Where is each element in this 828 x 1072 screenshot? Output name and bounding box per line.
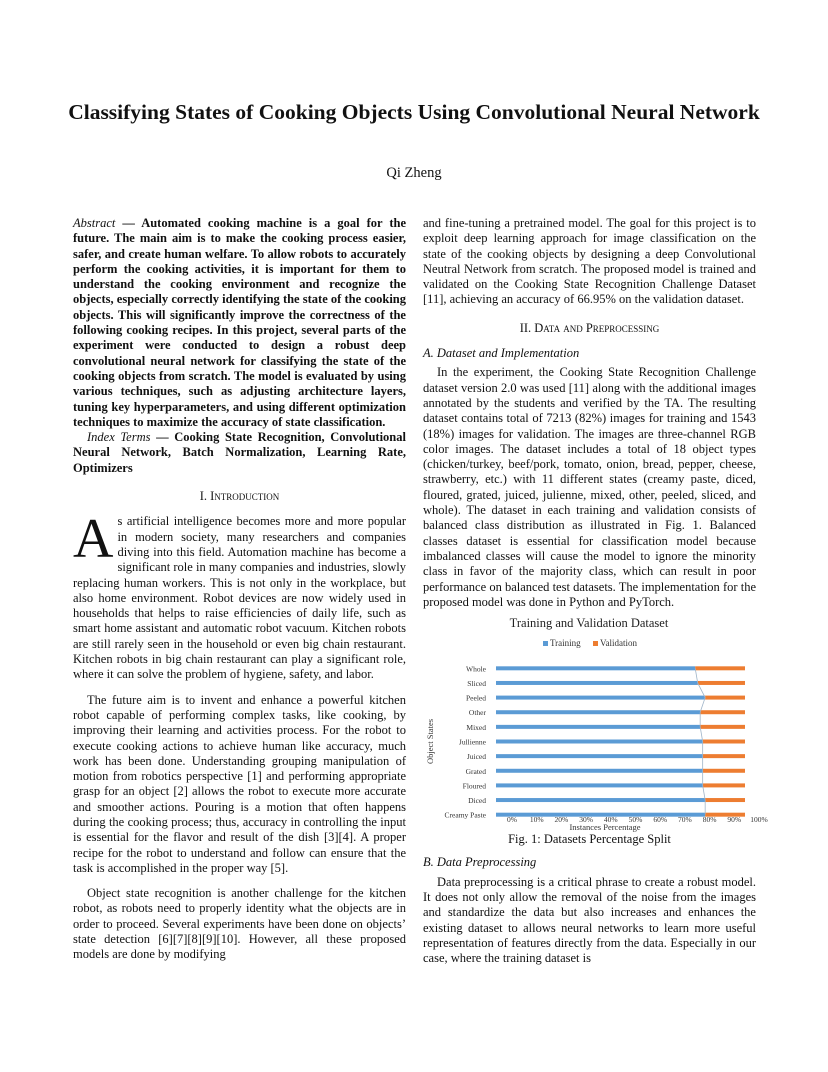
bar-validation [703,784,745,788]
x-tick-label: 10% [529,815,544,825]
drop-cap: A [73,508,114,571]
x-tick-label: 80% [702,815,717,825]
y-tick-label: Other [468,708,486,718]
index-terms-label: Index Terms [87,430,151,445]
y-tick-label: Peeled [466,693,486,703]
figure-caption: Fig. 1: Datasets Percentage Split [508,832,671,847]
legend-swatch-training [543,641,548,646]
index-terms-text: — Cooking State Recognition, Convolutional Neural Network, Batch Normalization, Learning Rate, Optimizers [73,430,406,475]
bar-training [496,666,695,670]
bar-validation [700,725,745,729]
section-number: II. [519,320,532,335]
abstract-text: — Automated cooking machine is a goal for the future. The main aim is to make the cooking process easier, safer, and create human welfare. To allow robots to accurately perform the cooking activities, it is important for them to understand the cooking environment and recognize the objects, especially correctly identifying the state of the cooking objects. This will significantly improve the correctness of the following cooking recipes. In this project, several parts of the experiment were conducted to design a robust deep convolutional neural network for classifying the state of the cooking objects from scratch. The model is evaluated by using various techniques, such as adjusting architecture layers, tuning key hyperparameters, and using different optimization techniques to maximize the accuracy of state classification. [73,216,406,429]
abstract [73,216,406,430]
y-tick-label: Juiced [466,752,486,762]
section-title: Data and Preprocessing [534,320,660,335]
bar-validation [703,769,745,773]
paper-title: Classifying States of Cooking Objects Using Convolutional Neural Network [68,100,760,124]
bar-validation [698,681,745,685]
x-tick-label: 60% [653,815,668,825]
section-heading-data [423,321,756,336]
y-tick-label: Creamy Paste [444,810,486,820]
y-tick-label: Grated [465,766,486,776]
bar-validation [705,696,745,700]
bar-validation [705,798,745,802]
bar-validation [703,754,745,758]
dataset-split-chart [423,615,768,833]
x-tick-label: 50% [628,815,643,825]
intro-paragraph-3: Object state recognition is another challenge for the kitchen robot, as robots need to properly identity what the objects are in order to proceed. Several experiments have been done on objects’ state detection [6][7][8][9][10]. However, all these proposed models are done by modifying [73,886,406,962]
bar-training [496,696,705,700]
chart-title: Training and Validation Dataset [509,616,669,631]
y-tick-label: Diced [468,796,486,806]
right-column [423,216,768,967]
bar-training [496,725,700,729]
y-tick-label: Jullienne [458,737,486,747]
x-tick-label: 70% [678,815,692,825]
x-tick-label: 30% [579,815,593,825]
left-column [73,216,406,963]
bar-training [496,813,705,817]
bar-validation [703,740,745,744]
right-paragraph-1: and fine-tuning a pretrained model. The goal for this project is to exploit deep learning approach for image classification on the state of the cooking objects by designing a deep Convolutional Neutral Network from scratch. The proposed model is trained and validated on the Cooking State Recognition Challenge Dataset [11], achieving an accuracy of 66.95% on the validation dataset. [423,216,756,307]
bar-training [496,710,700,714]
bar-training [496,798,705,802]
subsection-heading-b: B. Data Preprocessing [423,855,537,870]
y-tick-label: Floured [462,781,486,791]
legend-label-training: Training [550,638,581,649]
dataset-paragraph: In the experiment, the Cooking State Recognition Challenge dataset version 2.0 was used [11] along with the additional images annotated by the students and verified by the TA. The resulting dataset contains total of 7213 (82%) images for training and 1543 (18%) images for validation. The images are three-channel RGB color images. The dataset includes a total of 18 object types (chicken/turkey, beef/pork, tomato, onion, bread, pepper, cheese, strawberry, etc.) with 11 different states (creamy paste, diced, floured, grated, juiced, julienne, mixed, other, peeled, sliced, and whole). The dataset in each training and validation consists of balanced class distribution as illustrated in Fig. 1. Balanced classes dataset is essential for classification model because imbalanced classes will cause the model to ignore the minority class in favor of the majority class, which can result in poor performance on balanced test datasets. The implementation for the proposed model was done in Python and PyTorch. [423,365,756,609]
x-tick-label: 40% [603,815,618,825]
section-number: I. [199,489,207,504]
figure-1 [423,615,768,833]
subsection-heading-a: A. Dataset and Implementation [423,346,580,361]
x-tick-label: 90% [727,815,742,825]
bar-validation [700,710,745,714]
legend-swatch-validation [593,641,598,646]
section-title: Introduction [210,489,280,504]
bar-training [496,681,698,685]
intro-paragraph-1 [73,508,406,682]
x-axis-label: Instances Percentage [569,822,641,833]
index-terms [73,430,406,476]
bar-training [496,754,703,758]
section-heading-introduction [73,489,406,504]
preprocessing-paragraph: Data preprocessing is a critical phrase to create a robust model. It does not only allow the removal of the noise from the images and standardize the data but also increases and enhances the existing dataset to allows neural networks to learn more useful representation of features directly from the data. Especially in our case, where the training dataset is [423,874,756,966]
intro-paragraph-2: The future aim is to invent and enhance a powerful kitchen robot capable of performing complex tasks, like cooking, by improving their learning and activities process. For the robot to execute cooking actions to achieve human like accuracy, much work has been done. Understanding grouping manipulation of motion from robotics perspective [1] and performing appropriate grasp for an object [2] allows the robot to execute more accurate and smoother actions. Pouring is a motion that often happens during the cooking process; thus, accuracy in controlling the input is essential for the flavor and result of the dish [3][4]. A proper recipe for the robot to understand and follow can ensure that the task is accomplished in the proper way [5]. [73,692,406,875]
abstract-label: Abstract [73,216,116,230]
y-tick-label: Mixed [466,722,486,732]
bar-training [496,784,703,788]
y-axis-label: Object States [425,719,435,765]
bar-training [496,740,703,744]
intro-paragraph-1-text: s artificial intelligence becomes more and more popular in modern society, many researchers and companies diving into this field. Automation machine has become a significant role in many companies and industries, slowly replacing human workers. This is not only in the workplace, but also home environment. Robot devices are now widely used in households that helps to raise efficiencies of daily life, such as smart home assistant and automatic robot vacuum. Kitchen robots are still rarely seen in the household or even big chain restaurant. Kitchen robots in big chain restaurant can play a significant role, where it can solve the problem of hygiene, safety, and labor. [73,514,406,682]
x-tick-label: 100% [750,815,768,825]
y-tick-label: Sliced [467,679,486,689]
y-tick-label: Whole [466,664,486,674]
legend-label-validation: Validation [600,638,637,649]
x-tick-label: 0% [507,815,517,825]
x-tick-label: 20% [554,815,569,825]
bar-training [496,769,703,773]
author-name: Qi Zheng [386,165,442,181]
bar-validation [695,666,745,670]
